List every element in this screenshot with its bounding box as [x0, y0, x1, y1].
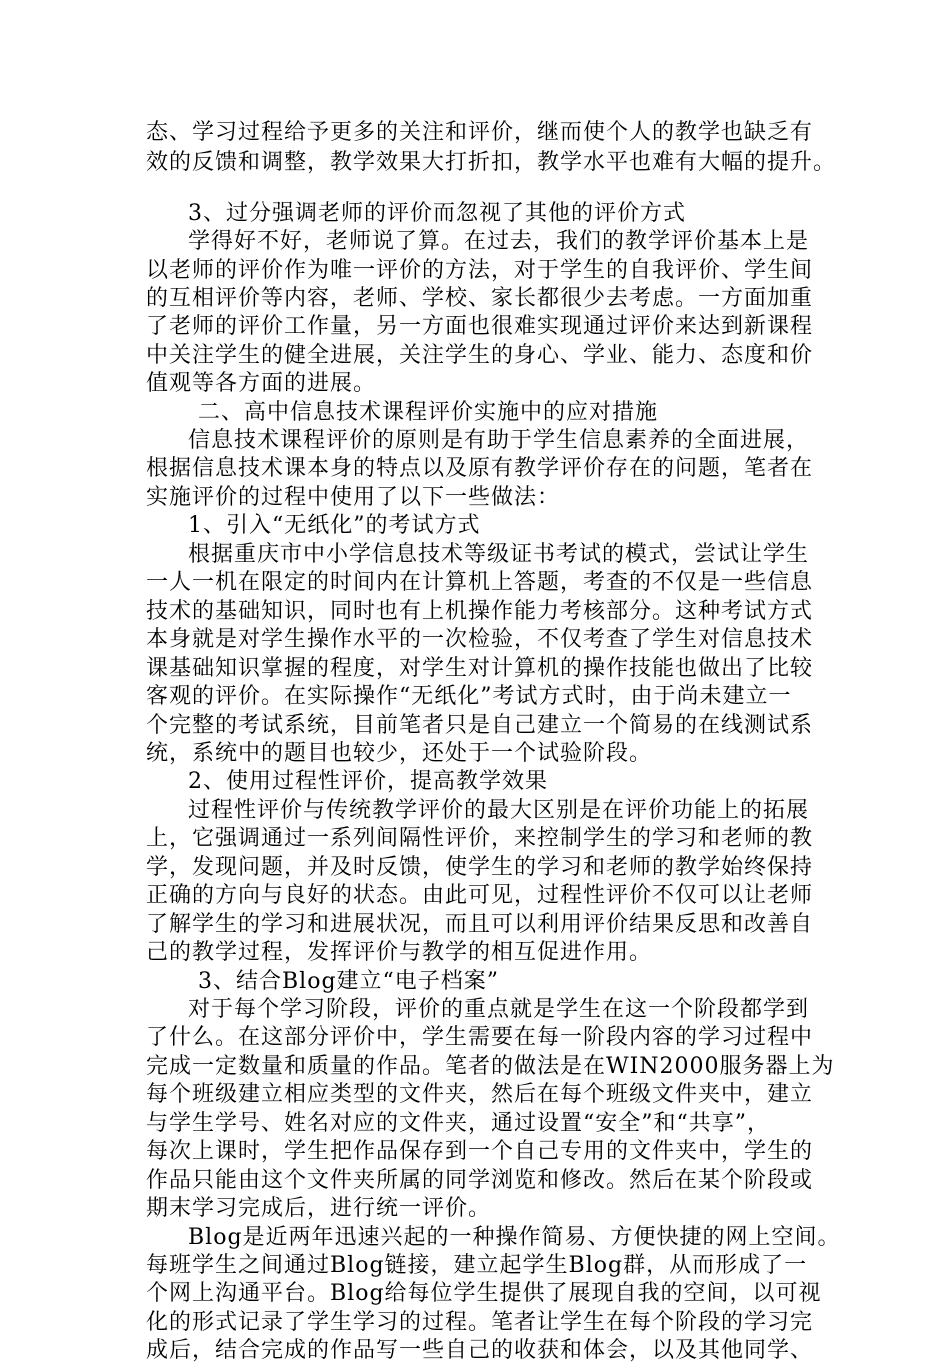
text-line: 课基础知识掌握的程度，对学生对计算机的操作技能也做出了比较 — [146, 656, 814, 681]
text-line: 每次上课时，学生把作品保存到一个自己专用的文件夹中，学生的 — [146, 1139, 814, 1164]
text-line: 统，系统中的题目也较少，还处于一个试验阶段。 — [146, 741, 653, 766]
text-line: 作品只能由这个文件夹所属的同学浏览和修改。然后在某个阶段或 — [146, 1168, 814, 1193]
text-line: 了解学生的学习和进展状况，而且可以利用评价结果反思和改善自 — [146, 912, 814, 937]
text-line: 与学生学号、姓名对应的文件夹，通过设置“安全”和“共享”， — [146, 1111, 770, 1136]
text-line: 学得好不好，老师说了算。在过去，我们的教学评价基本上是 — [188, 229, 810, 254]
text-line: 对于每个学习阶段，评价的重点就是学生在这一个阶段都学到 — [188, 997, 810, 1022]
text-line: 个网上沟通平台。Blog给每位学生提供了展现自我的空间，以可视 — [146, 1281, 822, 1306]
text-line: 效的反馈和调整，教学效果大打折扣，教学水平也难有大幅的提升。 — [146, 150, 837, 175]
text-line: 个完整的考试系统，目前笔者只是自己建立一个简易的在线测试系 — [146, 713, 814, 738]
text-line: 每个班级建立相应类型的文件夹，然后在每个班级文件夹中，建立 — [146, 1082, 814, 1107]
text-line: 中关注学生的健全进展，关注学生的身心、学业、能力、态度和价 — [146, 343, 814, 368]
section-heading: 1、引入“无纸化”的考试方式 — [188, 513, 481, 538]
text-line: 了什么。在这部分评价中，学生需要在每一阶段内容的学习过程中 — [146, 1025, 814, 1050]
text-line: 本身就是对学生操作水平的一次检验，不仅考查了学生对信息技术 — [146, 627, 814, 652]
text-line: 正确的方向与良好的状态。由此可见，过程性评价不仅可以让老师 — [146, 883, 814, 908]
text-line: 成后，结合完成的作品写一些自己的收获和体会，以及其他同学、 — [146, 1338, 814, 1363]
text-line: 完成一定数量和质量的作品。笔者的做法是在WIN2000服务器上为 — [146, 1054, 835, 1079]
section-heading: 3、过分强调老师的评价而忽视了其他的评价方式 — [188, 201, 686, 226]
text-line: 化的形式记录了学生学习的过程。笔者让学生在每个阶段的学习完 — [146, 1310, 814, 1335]
text-line: 每班学生之间通过Blog链接，建立起学生Blog群，从而形成了一 — [146, 1253, 808, 1278]
text-line: 己的教学过程，发挥评价与教学的相互促进作用。 — [146, 940, 653, 965]
text-line: 以老师的评价作为唯一评价的方法，对于学生的自我评价、学生间 — [146, 258, 814, 283]
text-line: 的互相评价等内容，老师、学校、家长都很少去考虑。一方面加重 — [146, 286, 814, 311]
section-heading: 3、结合Blog建立“电子档案” — [198, 969, 500, 994]
text-line: 学，发现问题，并及时反馈，使学生的学习和老师的教学始终保持 — [146, 855, 814, 880]
text-line: 客观的评价。在实际操作“无纸化”考试方式时，由于尚未建立一 — [146, 684, 792, 709]
text-line: 技术的基础知识，同时也有上机操作能力考核部分。这种考试方式 — [146, 599, 814, 624]
text-line: 态、学习过程给予更多的关注和评价，继而使个人的教学也缺乏有 — [146, 120, 814, 145]
text-line: 值观等各方面的进展。 — [146, 371, 377, 396]
section-heading: 二、高中信息技术课程评价实施中的应对措施 — [198, 400, 659, 425]
text-line: 过程性评价与传统教学评价的最大区别是在评价功能上的拓展 — [188, 798, 810, 823]
text-line: 根据重庆市中小学信息技术等级证书考试的模式，尝试让学生 — [188, 542, 810, 567]
text-line: 根据信息技术课本身的特点以及原有教学评价存在的问题，笔者在 — [146, 456, 814, 481]
text-line: Blog是近两年迅速兴起的一种操作简易、方便快捷的网上空间。 — [188, 1225, 841, 1250]
text-line: 信息技术课程评价的原则是有助于学生信息素养的全面进展， — [188, 428, 810, 453]
text-line: 上，它强调通过一系列间隔性评价，来控制学生的学习和老师的教 — [146, 826, 814, 851]
text-line: 期末学习完成后，进行统一评价。 — [146, 1196, 492, 1221]
text-line: 一人一机在限定的时间内在计算机上答题，考查的不仅是一些信息 — [146, 570, 814, 595]
text-line: 了老师的评价工作量，另一方面也很难实现通过评价来达到新课程 — [146, 314, 814, 339]
section-heading: 2、使用过程性评价，提高教学效果 — [188, 769, 548, 794]
text-line: 实施评价的过程中使用了以下一些做法： — [146, 485, 561, 510]
